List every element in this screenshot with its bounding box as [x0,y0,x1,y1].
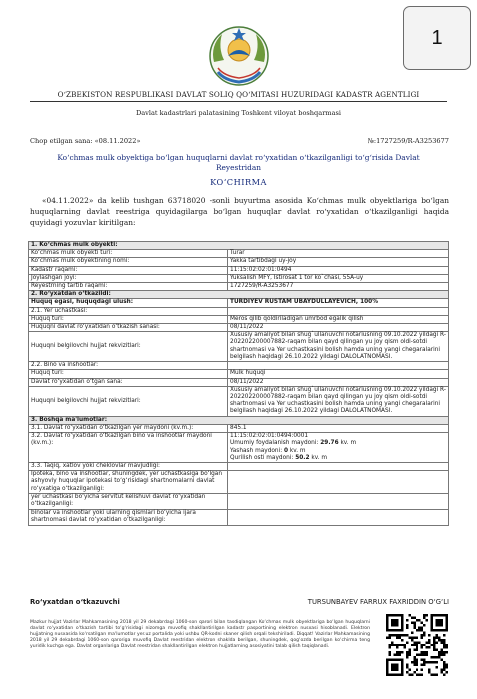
registry-table [28,241,449,526]
field-label: yer uchastkasi bo‘yicha servitut kelishuvi davlat ro‘yxatidan o‘tkazilganligi: [29,494,228,510]
agency-name: O‘ZBEKISTON RESPUBLIKASI DAVLAT SOLIQ QO‘MITASI HUZURIDAGI KADASTR AGENTLIGI [57,90,420,99]
field-label: 2.1. Yer uchastkasi: [29,307,228,315]
table-row [29,242,449,250]
table-row [29,494,449,510]
field-value [228,463,449,471]
table-row [29,463,449,471]
registrar-label: Ro‘yxatdan o‘tkazuvchi [30,598,120,606]
table-row [29,283,449,291]
field-label: Kadastr raqami: [29,266,228,274]
document-title: KO‘CHIRMA [210,177,267,187]
field-value [228,494,449,510]
field-label: Huquq turi: [29,315,228,323]
document-heading: Ko‘chmas mulk obyektiga bo‘lgan huquqlarni davlat ro‘yxatidan o‘tkazilganligi to‘g‘risida Davlat Reyestridan [57,153,420,172]
area-line-label: Qurilish osti maydoni: [230,454,296,461]
table-row [29,250,449,258]
area-line-label: Yashash maydoni: [230,447,285,454]
area-line-value: 0 [284,447,289,454]
field-value [228,433,449,463]
table-row [29,378,449,386]
field-label: Huquqni belgilovchi hujjat rekvizitlari: [29,386,228,416]
department-name: Davlat kadastrlari palatasining Toshkent viloyat boshqarmasi [135,109,342,117]
table-row [29,332,449,362]
page-number-badge: 1 [403,6,471,70]
field-value [228,307,449,315]
field-value: Yuksalish MFY, Istirosat 1 tor ko`chasi, 55A-uy [228,274,449,282]
state-emblem-icon [206,22,272,88]
table-row [29,416,449,424]
section-header: 2. Ro‘yxatdan o‘tkazildi: [29,291,449,299]
field-value [228,471,449,494]
field-value [228,362,449,370]
table-row [29,433,449,463]
field-value: 845.1 [228,425,449,433]
registrar-name: TURSUNBAYEV FARRUX FAXRIDDIN O‘G‘LI [307,598,449,606]
field-value: Xususiy amaliyot bilan shug`ullanuvchi notariusning 09.10.2022 yildagi R- 202202200007882-raqam bilan qayd qilingan yu joy qism oldi-sotdi shartnomasi va Yer uchastkasini bolish hamda uning yangi chegaralarini belgilash haqidagi 26.10.2022 yildagi DALOLATNOMASI. [228,332,449,362]
field-value [228,510,449,526]
field-label: Ko‘chmas mulk obyekti turi: [29,250,228,258]
field-value: Xususiy amaliyot bilan shug`ullanuvchi notariusning 09.10.2022 yildagi R- 202202200007882-raqam bilan qayd qilingan yu joy qism oldi-sotdi shartnomasi va Yer uchastkasini bolish hamda uning yangi chegaralarini belgilash haqidagi 26.10.2022 yildagi DALOLATNOMASI. [228,386,449,416]
area-line-value: 50.2 [295,454,310,461]
intro-paragraph: «04.11.2022» da kelib tushgan 63718020 -sonli buyurtma asosida Ko‘chmas mulk obyektlariga bo‘lgan huquqlarning davlat reestriga quyidagilarga bo‘lgan huquqlar davlat ro‘yxatidan o‘tkazilganligi haqida quyidagi yozuvlar kiritilgan: [30,196,449,227]
table-row [29,266,449,274]
field-value: TURDIYEV RUSTAM UBAYDULLAYEVICH, 100% [228,299,449,307]
table-row [29,386,449,416]
field-label: Ko‘chmas mulk obyektining nomi: [29,258,228,266]
field-value: 1727259/R-A3253677 [228,283,449,291]
field-label: 3.1. Davlat ro‘yxatidan o‘tkazilgan yer maydoni (kv.m.): [29,425,228,433]
field-value: 11:15:02:02:01:0494 [228,266,449,274]
area-line [230,448,446,455]
field-label: 3.3. Taqiq, xatlov yoki cheklovlar mavjudligi: [29,463,228,471]
table-row [29,471,449,494]
section-header: 1. Ko‘chmas mulk obyekti: [29,242,449,250]
table-row [29,362,449,370]
table-row [29,307,449,315]
table-row [29,370,449,378]
field-value: Yakka tartibdagi uy-joy [228,258,449,266]
field-label: binolar va inshootlar yoki ularning qismlari bo‘yicha ijara shartnomasi davlat ro‘yxatidan o‘tkazilganligi: [29,510,228,526]
qr-code-icon[interactable] [386,614,448,676]
section-header: 3. Boshqa ma'lumotlar: [29,416,449,424]
area-line [230,440,446,447]
footer-note: Mazkur hujjat Vazirlar Mahkamasining 2018 yil 29 dekabrdagi 1060-son qarori bilan tasdiqlangan Ko‘chmas mulk obyektlariga bo‘lgan huquqlarni davlat ro‘yxatidan o‘tkazish tartibi to‘g‘risidagi nizomga muvofiq shakllantirilgan kadastr pasportining elektron nusxasi hisoblanadi. Elektron hujjatning nusxasida ko‘rsatilgan ma'lumotlar yer.uz portalida yoki ushbu QR-kodni skaner qilish orqali tekshiriladi. Diqqat! Vazirlar Mahkamasining 2018 yil 29 dekabrdagi 1060-son qaroriga muvofiq Davlat reestridan elektron shaklda berilgan, shuningdek, qog‘ozda berilgan ko‘chirma teng yuridik kuchga ega. Davlat organlariga Davlat reestridan shakllantirilgan elektron hujjatlarning asosiyatini talab qilish taqiqlanadi. [30,620,370,649]
area-line [230,455,446,462]
table-row [29,425,449,433]
field-label: Huquqni davlat ro‘yxatidan o‘tkazish sanasi: [29,324,228,332]
area-line-unit: kv. m [288,447,306,454]
field-label: Huquqni belgilovchi hujjat rekvizitlari: [29,332,228,362]
print-date: Chop etilgan sana: «08.11.2022» [30,137,141,145]
document-number: №:1727259/R-A3253677 [367,137,449,145]
area-line-unit: kv. m [338,440,357,447]
table-row [29,315,449,323]
table-row [29,324,449,332]
field-value: 08/11/2022 [228,378,449,386]
field-value: 08/11/2022 [228,324,449,332]
area-line-value: 29.76 [320,440,339,447]
field-value: Turar [228,250,449,258]
area-line-unit: kv. m [309,454,328,461]
field-label: 3.2. Davlat ro‘yxatidan o‘tkazilgan bino va inshootlar maydoni (kv.m.): [29,433,228,463]
field-label: Davlat ro‘yxatidan o‘tgan sana: [29,378,228,386]
table-row [29,274,449,282]
field-label: Ipoteka, bino va inshootlar, shuningdek, yer uchastkasiga bo‘lgan ashyoviy huquqlar ipotekasi to‘g‘risidagi shartnomalarni davlat ro‘yxatiga o‘tkazilganligi: [29,471,228,494]
field-value: Meros qilib qoldiriladigan umrbod egalik qilish [228,315,449,323]
field-value: Mulk huquqi [228,370,449,378]
field-label: 2.2. Bino va inshootlar: [29,362,228,370]
area-line-label: Umumiy foydalanish maydoni: [230,440,321,447]
table-row [29,258,449,266]
area-line-label: 11:15:02:02:01:0494:0001 [230,433,309,440]
field-label: Joylashgan joyi: [29,274,228,282]
header-divider [30,101,447,102]
field-label: Reyestrning tartib raqami: [29,283,228,291]
table-row [29,299,449,307]
table-row [29,291,449,299]
area-line [230,433,446,440]
field-label: Huquq turi: [29,370,228,378]
table-row [29,510,449,526]
field-label: Huquq egasi, huquqdagi ulush: [29,299,228,307]
